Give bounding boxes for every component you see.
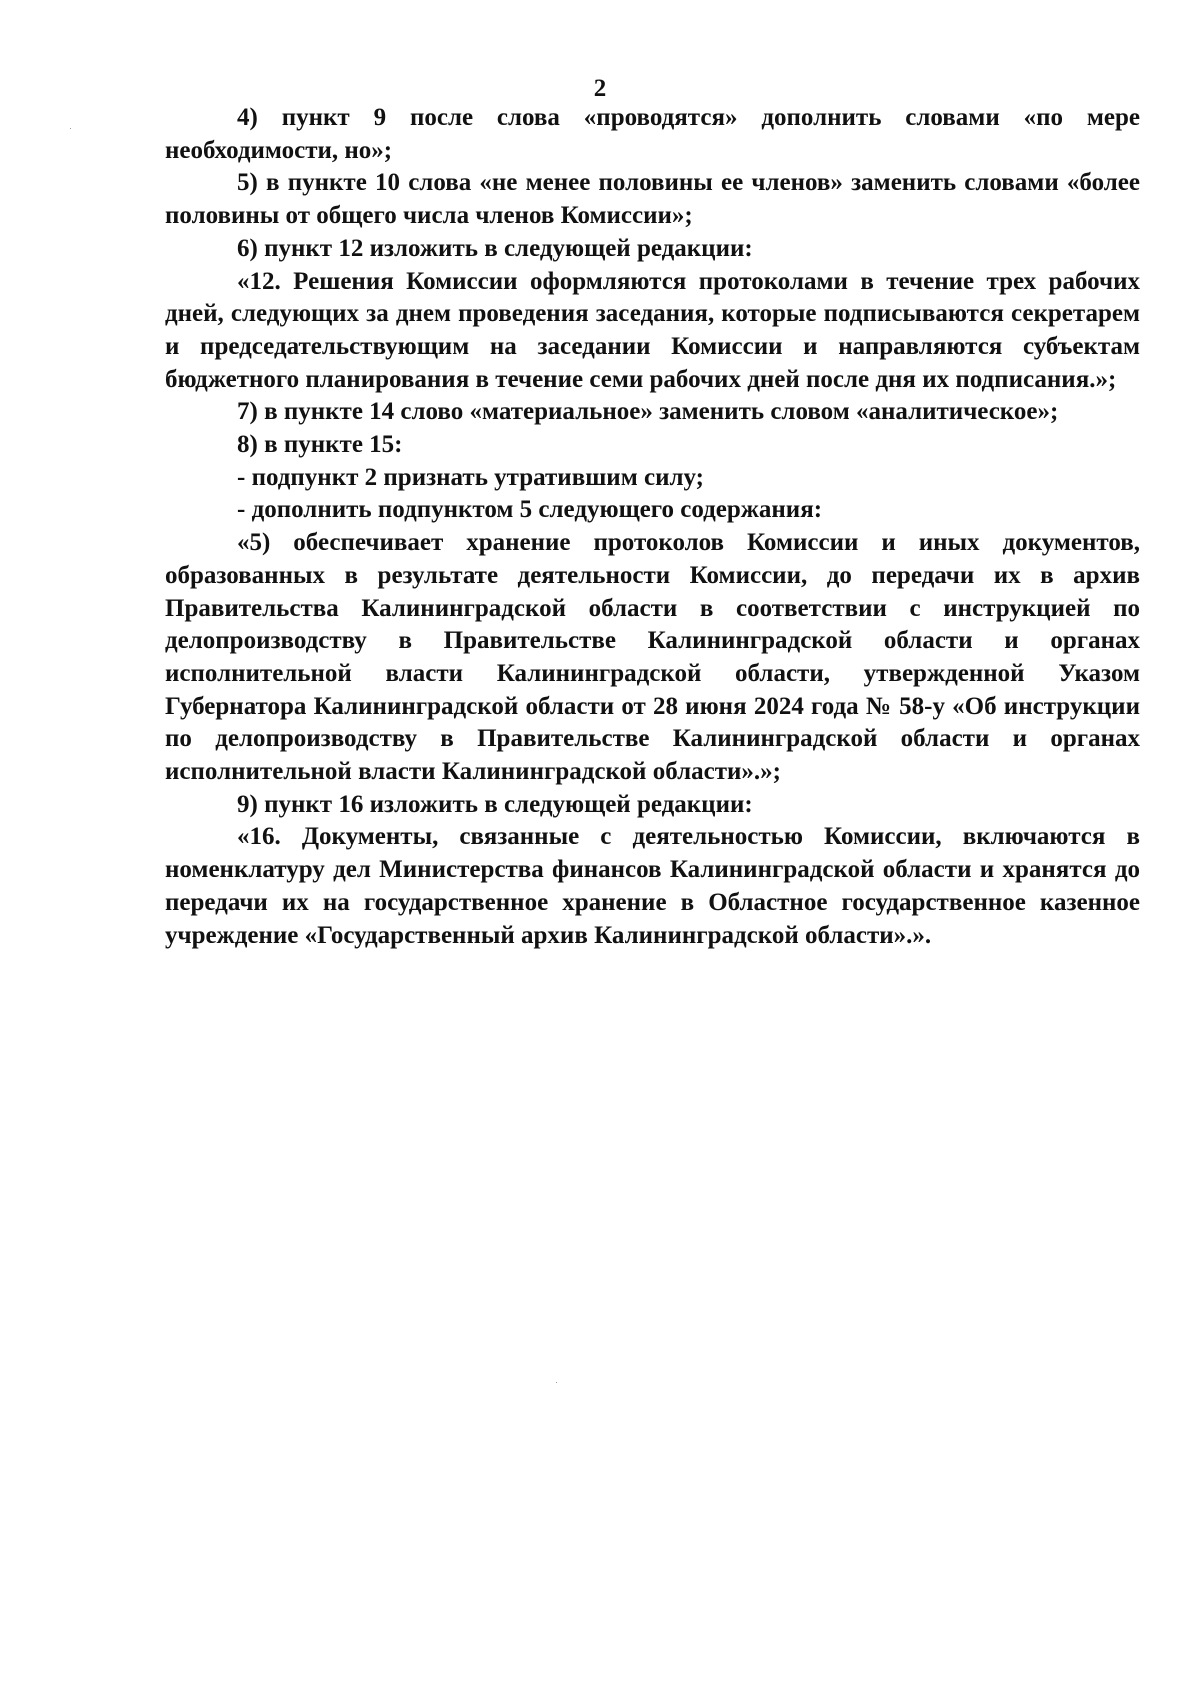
paragraph-quote-12: «12. Решения Комиссии оформляются протоколами в течение трех рабочих дней, следующих за днем проведения заседания, которые подписываются секретарем и председательствующим на заседании Комиссии и направляются субъектам бюджетного планирования в течение семи рабочих дней после дня их подписания.»;	[165, 267, 1140, 393]
paragraph-item-7: 7) в пункте 14 слово «материальное» заменить словом «аналитическое»;	[237, 398, 1059, 426]
paragraph-subitem-add-5: - дополнить подпунктом 5 следующего содержания:	[237, 496, 823, 524]
paragraph-item-6: 6) пункт 12 изложить в следующей редакции:	[237, 234, 753, 262]
paragraph-quote-5: «5) обеспечивает хранение протоколов Комиссии и иных документов, образованных в результате деятельности Комиссии, до передачи их в архив Правительства Калининградской области в соответствии с инструкцией по делопроизводству в Правительстве Калининградской области и органах исполнительной власти Калининградской области, утвержденной Указом Губернатора Калининградской области от 28 июня 2024 года № 58-у «Об инструкции по делопроизводству в Правительстве Калининградской области и органах исполнительной власти Калининградской области».»;	[165, 529, 1140, 786]
document-body	[165, 102, 1140, 952]
paragraph-item-4: 4) пункт 9 после слова «проводятся» дополнить словами «по мере необходимости, но»;	[165, 104, 1140, 164]
scan-speck	[70, 128, 71, 129]
paragraph-item-9: 9) пункт 16 изложить в следующей редакции:	[237, 790, 753, 818]
paragraph-subitem-2: - подпункт 2 признать утратившим силу;	[237, 463, 705, 491]
paragraph-item-5: 5) в пункте 10 слова «не менее половины ее членов» заменить словами «более половины от общего числа членов Комиссии»;	[165, 169, 1140, 230]
paragraph-item-8: 8) в пункте 15:	[237, 431, 403, 459]
paragraph-quote-16: «16. Документы, связанные с деятельностью Комиссии, включаются в номенклатуру дел Министерства финансов Калининградской области и хранятся до передачи их на государственное хранение в Областное государственное казенное учреждение «Государственный архив Калининградской области».».	[165, 823, 1140, 949]
scan-speck	[556, 1382, 557, 1383]
page-number: 2	[593, 75, 607, 102]
